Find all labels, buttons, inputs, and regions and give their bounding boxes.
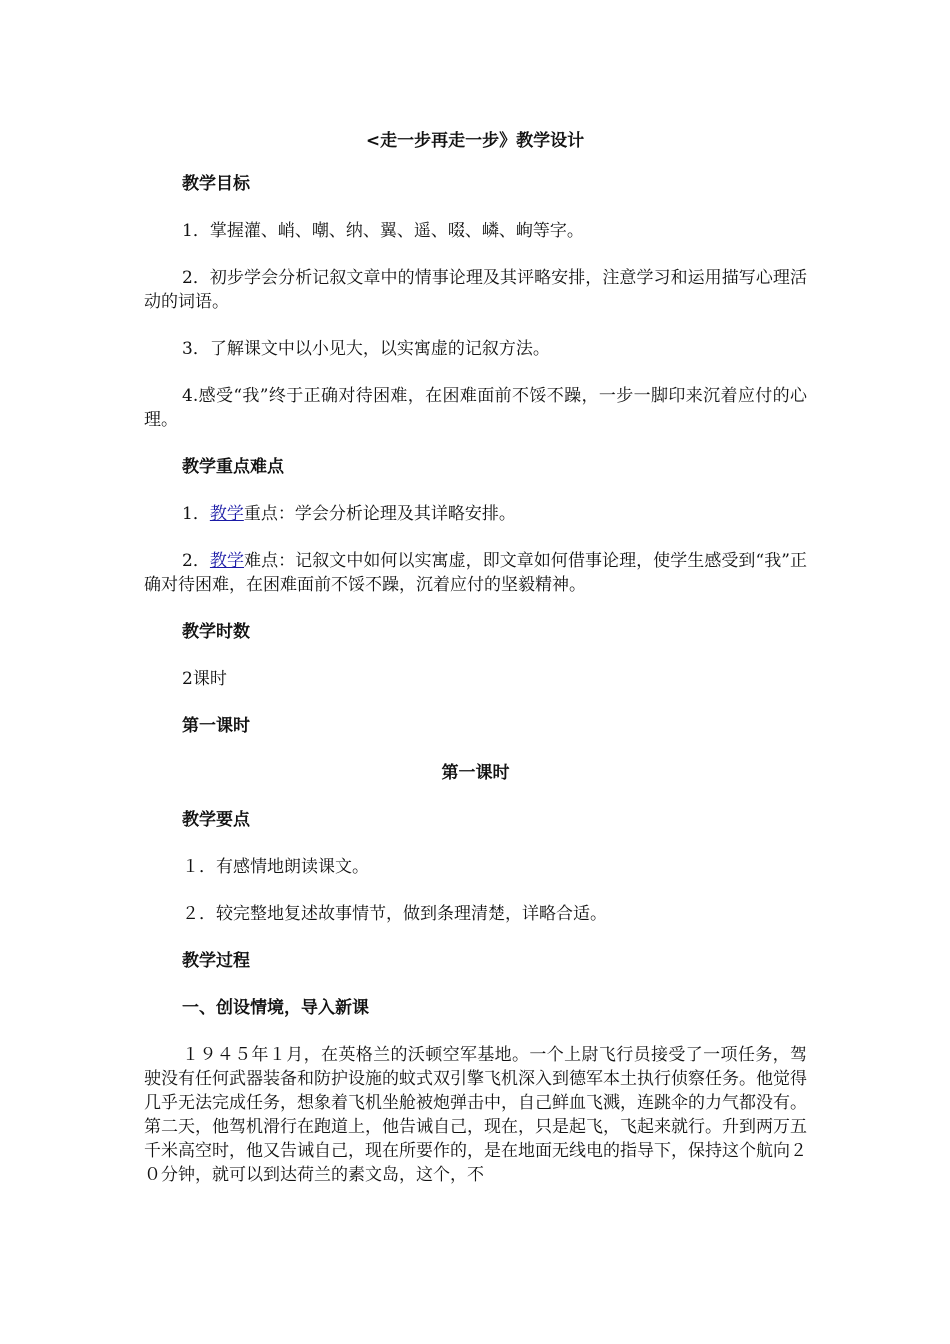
key-point-1-number: 1． bbox=[182, 504, 210, 524]
document-title: <走一步再走一步》教学设计 bbox=[365, 131, 585, 151]
heading-lesson-one-center: 第一课时 bbox=[441, 763, 510, 783]
teaching-hours-value: 2课时 bbox=[182, 669, 227, 689]
heading-lesson-one-left: 第一课时 bbox=[182, 716, 250, 736]
goal-item-1: 1．掌握灌、峭、嘲、纳、翼、遥、啜、嶙、峋等字。 bbox=[182, 221, 584, 241]
heading-step-one: 一、创设情境，导入新课 bbox=[182, 998, 369, 1018]
key-point-2-text: 难点：记叙文中如何以实寓虚，即文章如何借事论理，使学生感受到“我”正确对待困难，在困难面前不馁不躁，沉着应付的坚毅精神。 bbox=[144, 551, 808, 595]
document-body bbox=[144, 172, 807, 1187]
story-paragraph: １９４５年１月，在英格兰的沃顿空军基地。一个上尉飞行员接受了一项任务，驾驶没有任何武器装备和防护设施的蚊式双引擎飞机深入到德军本土执行侦察任务。他觉得几乎无法完成任务，想象着飞机坐舱被炮弹击中，自己鲜血飞溅，连跳伞的力气都没有。第二天，他驾机滑行在跑道上，他告诫自己，现在，只是起飞，飞起来就行。升到两万五千米高空时，他又告诫自己，现在所要作的，是在地面无线电的指导下，保持这个航向２０分钟，就可以到达荷兰的素文岛，这个，不 bbox=[144, 1045, 807, 1185]
teaching-link-1[interactable]: 教学 bbox=[209, 504, 244, 524]
heading-teaching-goals: 教学目标 bbox=[182, 174, 250, 194]
heading-teaching-hours: 教学时数 bbox=[182, 622, 250, 642]
teaching-link-2[interactable]: 教学 bbox=[209, 551, 245, 571]
key-point-2 bbox=[144, 549, 807, 597]
key-point-1-text: 重点：学会分析论理及其详略安排。 bbox=[243, 504, 516, 524]
goal-item-3: 3．了解课文中以小见大，以实寓虚的记叙方法。 bbox=[182, 339, 550, 359]
heading-teaching-points: 教学要点 bbox=[182, 810, 250, 830]
heading-teaching-process: 教学过程 bbox=[182, 951, 250, 971]
key-point-1 bbox=[144, 502, 807, 526]
heading-key-points: 教学重点难点 bbox=[182, 457, 284, 477]
goal-item-4: 4.感受“我”终于正确对待困难，在困难面前不馁不躁，一步一脚印来沉着应付的心理。 bbox=[144, 386, 807, 430]
teaching-point-2: ２．较完整地复述故事情节，做到条理清楚，详略合适。 bbox=[182, 904, 607, 924]
key-point-2-number: 2． bbox=[182, 551, 210, 571]
goal-item-2: 2．初步学会分析记叙文章中的情事论理及其评略安排，注意学习和运用描写心理活动的词语。 bbox=[144, 268, 807, 312]
teaching-point-1: １．有感情地朗读课文。 bbox=[182, 857, 369, 877]
